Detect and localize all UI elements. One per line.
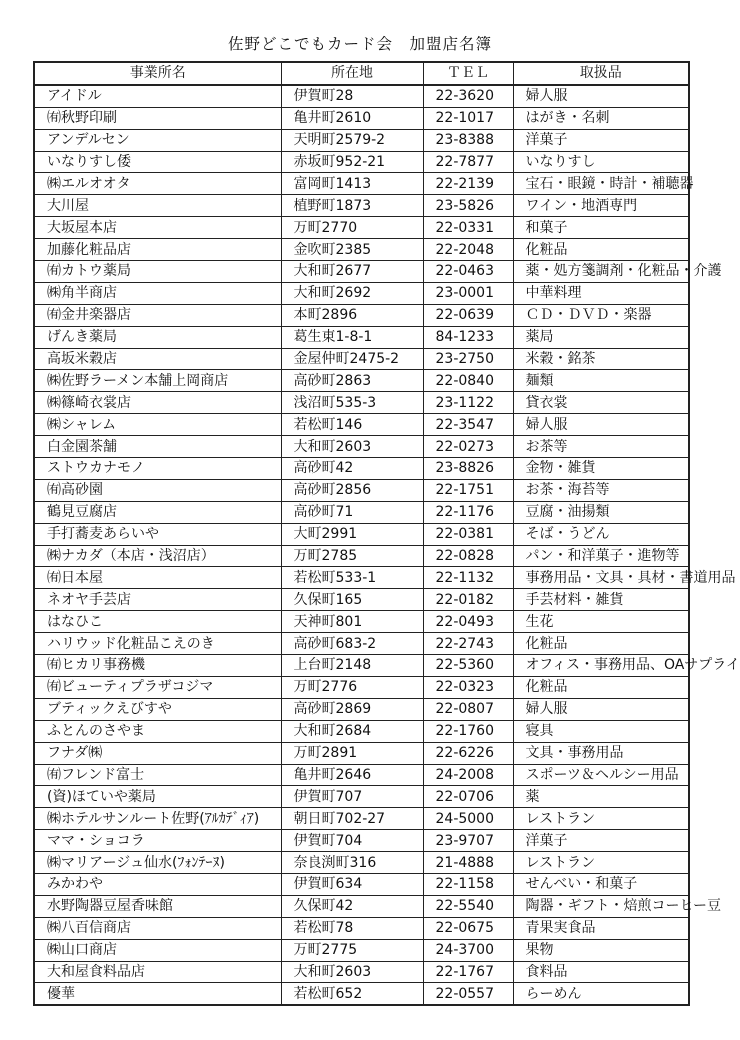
cell-address: 大和町2684 xyxy=(281,720,423,742)
cell-address: 高砂町71 xyxy=(281,501,423,523)
cell-tel: 24-5000 xyxy=(423,808,513,830)
cell-items: 洋菓子 xyxy=(513,129,689,151)
table-row xyxy=(34,633,689,655)
cell-name: ㈱マリアージュ仙水(ﾌｫﾝﾃｰﾇ) xyxy=(34,852,281,874)
cell-tel: 22-0331 xyxy=(423,217,513,239)
cell-name: ㈱シャレム xyxy=(34,414,281,436)
cell-address: 亀井町2646 xyxy=(281,764,423,786)
cell-tel: 84-1233 xyxy=(423,326,513,348)
cell-items: ＣＤ・ＤＶＤ・楽器 xyxy=(513,304,689,326)
cell-items: オフィス・事務用品、OAサプライ xyxy=(513,655,689,677)
cell-address: 高砂町42 xyxy=(281,458,423,480)
cell-name: ㈱エルオオタ xyxy=(34,173,281,195)
table-row xyxy=(34,239,689,261)
column-header-name: 事業所名 xyxy=(34,62,281,85)
table-row xyxy=(34,304,689,326)
cell-items: 婦人服 xyxy=(513,85,689,107)
table-row xyxy=(34,720,689,742)
cell-items: スポーツ＆ヘルシー用品 xyxy=(513,764,689,786)
table-row xyxy=(34,173,689,195)
cell-address: 伊賀町634 xyxy=(281,873,423,895)
cell-name: フナダ㈱ xyxy=(34,742,281,764)
cell-name: 加藤化粧品店 xyxy=(34,239,281,261)
cell-address: 伊賀町707 xyxy=(281,786,423,808)
cell-items: いなりすし xyxy=(513,151,689,173)
cell-name: ㈱ナカダ（本店・浅沼店） xyxy=(34,545,281,567)
table-row xyxy=(34,939,689,961)
cell-name: 高坂米穀店 xyxy=(34,348,281,370)
cell-tel: 22-2139 xyxy=(423,173,513,195)
cell-name: 優華 xyxy=(34,983,281,1005)
cell-tel: 22-1751 xyxy=(423,479,513,501)
cell-name: ㈲金井楽器店 xyxy=(34,304,281,326)
cell-name: ブティックえびすや xyxy=(34,698,281,720)
table-row xyxy=(34,764,689,786)
cell-tel: 22-0828 xyxy=(423,545,513,567)
cell-items: 薬 xyxy=(513,786,689,808)
cell-tel: 23-8388 xyxy=(423,129,513,151)
cell-address: 赤坂町952-21 xyxy=(281,151,423,173)
table-row xyxy=(34,786,689,808)
cell-address: 金吹町2385 xyxy=(281,239,423,261)
cell-name: ストウカナモノ xyxy=(34,458,281,480)
table-row xyxy=(34,414,689,436)
cell-address: 奈良渕町316 xyxy=(281,852,423,874)
cell-name: ㈲ビューティプラザコジマ xyxy=(34,676,281,698)
cell-name: ハリウッド化粧品こえのき xyxy=(34,633,281,655)
cell-items: お茶等 xyxy=(513,436,689,458)
cell-tel: 22-0323 xyxy=(423,676,513,698)
cell-tel: 23-5826 xyxy=(423,195,513,217)
cell-tel: 24-3700 xyxy=(423,939,513,961)
cell-address: 天明町2579-2 xyxy=(281,129,423,151)
cell-name: ㈱角半商店 xyxy=(34,282,281,304)
cell-items: 事務用品・文具・具材・書道用品 xyxy=(513,567,689,589)
table-row xyxy=(34,545,689,567)
cell-items: 薬局 xyxy=(513,326,689,348)
cell-address: 高砂町2869 xyxy=(281,698,423,720)
cell-address: 高砂町2856 xyxy=(281,479,423,501)
cell-address: 万町2785 xyxy=(281,545,423,567)
cell-address: 高砂町683-2 xyxy=(281,633,423,655)
cell-tel: 22-0381 xyxy=(423,523,513,545)
cell-items: 宝石・眼鏡・時計・補聴器 xyxy=(513,173,689,195)
cell-address: 若松町78 xyxy=(281,917,423,939)
cell-address: 若松町533-1 xyxy=(281,567,423,589)
table-row xyxy=(34,567,689,589)
table-row xyxy=(34,195,689,217)
cell-tel: 22-1132 xyxy=(423,567,513,589)
cell-items: 青果実食品 xyxy=(513,917,689,939)
cell-name: アイドル xyxy=(34,85,281,107)
cell-tel: 22-6226 xyxy=(423,742,513,764)
cell-name: ㈲日本屋 xyxy=(34,567,281,589)
cell-items: 中華料理 xyxy=(513,282,689,304)
cell-name: ㈲フレンド富士 xyxy=(34,764,281,786)
column-header-tel: ＴＥＬ xyxy=(423,62,513,85)
cell-tel: 23-9707 xyxy=(423,830,513,852)
member-store-table xyxy=(33,61,740,1006)
cell-address: 久保町42 xyxy=(281,895,423,917)
cell-items: 陶器・ギフト・焙煎コーヒー豆 xyxy=(513,895,689,917)
cell-name: ママ・ショコラ xyxy=(34,830,281,852)
table-row xyxy=(34,217,689,239)
cell-tel: 22-0706 xyxy=(423,786,513,808)
table-row xyxy=(34,479,689,501)
cell-items: 化粧品 xyxy=(513,633,689,655)
cell-address: 万町2775 xyxy=(281,939,423,961)
cell-address: 久保町165 xyxy=(281,589,423,611)
cell-name: 水野陶器豆屋香味館 xyxy=(34,895,281,917)
document-title: 佐野どこでもカード会 加盟店名簿 xyxy=(227,35,492,53)
cell-items: そば・うどん xyxy=(513,523,689,545)
table-row xyxy=(34,261,689,283)
cell-address: 金屋仲町2475-2 xyxy=(281,348,423,370)
cell-tel: 24-2008 xyxy=(423,764,513,786)
cell-items: 婦人服 xyxy=(513,698,689,720)
table-row xyxy=(34,501,689,523)
cell-items: 和菓子 xyxy=(513,217,689,239)
table-row xyxy=(34,348,689,370)
cell-items: 貸衣裳 xyxy=(513,392,689,414)
cell-address: 万町2770 xyxy=(281,217,423,239)
table-row xyxy=(34,589,689,611)
table-row xyxy=(34,458,689,480)
cell-tel: 22-3547 xyxy=(423,414,513,436)
cell-tel: 22-0675 xyxy=(423,917,513,939)
cell-address: 高砂町2863 xyxy=(281,370,423,392)
cell-tel: 22-1767 xyxy=(423,961,513,983)
cell-tel: 22-0493 xyxy=(423,611,513,633)
cell-address: 若松町146 xyxy=(281,414,423,436)
table-row xyxy=(34,698,689,720)
table-row xyxy=(34,742,689,764)
cell-items: らーめん xyxy=(513,983,689,1005)
cell-name: 大和屋食料品店 xyxy=(34,961,281,983)
table-row xyxy=(34,282,689,304)
cell-address: 伊賀町704 xyxy=(281,830,423,852)
cell-items: 婦人服 xyxy=(513,414,689,436)
table-row xyxy=(34,436,689,458)
cell-items: 文具・事務用品 xyxy=(513,742,689,764)
table-row xyxy=(34,917,689,939)
cell-address: 万町2891 xyxy=(281,742,423,764)
cell-tel: 22-1176 xyxy=(423,501,513,523)
cell-address: 朝日町702-27 xyxy=(281,808,423,830)
cell-address: 万町2776 xyxy=(281,676,423,698)
table-row xyxy=(34,129,689,151)
cell-name: ネオヤ手芸店 xyxy=(34,589,281,611)
table-row xyxy=(34,85,689,107)
cell-name: げんき薬局 xyxy=(34,326,281,348)
cell-name: ㈲秋野印刷 xyxy=(34,107,281,129)
cell-name: 鶴見豆腐店 xyxy=(34,501,281,523)
table-row xyxy=(34,895,689,917)
cell-tel: 23-0001 xyxy=(423,282,513,304)
cell-items: お茶・海苔等 xyxy=(513,479,689,501)
cell-name: ㈲ヒカリ事務機 xyxy=(34,655,281,677)
cell-tel: 22-5360 xyxy=(423,655,513,677)
cell-address: 葛生東1-8-1 xyxy=(281,326,423,348)
cell-name: みかわや xyxy=(34,873,281,895)
cell-address: 浅沼町535-3 xyxy=(281,392,423,414)
cell-name: ㈱八百信商店 xyxy=(34,917,281,939)
cell-address: 伊賀町28 xyxy=(281,85,423,107)
cell-tel: 22-0557 xyxy=(423,983,513,1005)
cell-tel: 21-4888 xyxy=(423,852,513,874)
cell-tel: 22-0639 xyxy=(423,304,513,326)
cell-tel: 22-1158 xyxy=(423,873,513,895)
cell-address: 大和町2603 xyxy=(281,436,423,458)
cell-name: アンデルセン xyxy=(34,129,281,151)
cell-tel: 22-3620 xyxy=(423,85,513,107)
cell-tel: 23-1122 xyxy=(423,392,513,414)
table-row xyxy=(34,370,689,392)
table-row xyxy=(34,873,689,895)
cell-tel: 23-8826 xyxy=(423,458,513,480)
table-header-row xyxy=(34,62,689,85)
cell-name: ㈱山口商店 xyxy=(34,939,281,961)
cell-tel: 22-0840 xyxy=(423,370,513,392)
cell-address: 若松町652 xyxy=(281,983,423,1005)
table-row xyxy=(34,852,689,874)
cell-name: ㈱佐野ラーメン本舗上岡商店 xyxy=(34,370,281,392)
cell-items: レストラン xyxy=(513,808,689,830)
cell-tel: 22-1760 xyxy=(423,720,513,742)
cell-address: 天神町801 xyxy=(281,611,423,633)
cell-items: 生花 xyxy=(513,611,689,633)
cell-items: 果物 xyxy=(513,939,689,961)
table-row xyxy=(34,326,689,348)
table-row xyxy=(34,655,689,677)
table-row xyxy=(34,107,689,129)
cell-items: パン・和洋菓子・進物等 xyxy=(513,545,689,567)
cell-tel: 22-0273 xyxy=(423,436,513,458)
table-row xyxy=(34,392,689,414)
cell-address: 上台町2148 xyxy=(281,655,423,677)
cell-address: 本町2896 xyxy=(281,304,423,326)
cell-items: 麺類 xyxy=(513,370,689,392)
table-row xyxy=(34,611,689,633)
cell-items: 洋菓子 xyxy=(513,830,689,852)
cell-tel: 22-5540 xyxy=(423,895,513,917)
column-header-items: 取扱品 xyxy=(513,62,689,85)
cell-items: 化粧品 xyxy=(513,239,689,261)
cell-address: 大町2991 xyxy=(281,523,423,545)
cell-name: ㈱ホテルサンルート佐野(ｱﾙｶﾃﾞｨｱ) xyxy=(34,808,281,830)
table-row xyxy=(34,983,689,1005)
cell-name: ふとんのさやま xyxy=(34,720,281,742)
column-header-address: 所在地 xyxy=(281,62,423,85)
cell-address: 大和町2603 xyxy=(281,961,423,983)
cell-items: 食料品 xyxy=(513,961,689,983)
cell-name: 大坂屋本店 xyxy=(34,217,281,239)
cell-items: 豆腐・油揚類 xyxy=(513,501,689,523)
cell-items: 薬・処方箋調剤・化粧品・介護 xyxy=(513,261,689,283)
table-row xyxy=(34,523,689,545)
cell-tel: 22-2048 xyxy=(423,239,513,261)
table-row xyxy=(34,830,689,852)
table-row xyxy=(34,151,689,173)
cell-items: レストラン xyxy=(513,852,689,874)
cell-address: 植野町1873 xyxy=(281,195,423,217)
cell-tel: 22-0463 xyxy=(423,261,513,283)
cell-items: 金物・雑貨 xyxy=(513,458,689,480)
cell-items: 化粧品 xyxy=(513,676,689,698)
cell-name: 白金園茶舗 xyxy=(34,436,281,458)
cell-address: 大和町2677 xyxy=(281,261,423,283)
cell-name: ㈲カトウ薬局 xyxy=(34,261,281,283)
cell-address: 大和町2692 xyxy=(281,282,423,304)
cell-address: 富岡町1413 xyxy=(281,173,423,195)
cell-items: せんべい・和菓子 xyxy=(513,873,689,895)
cell-name: ㈱篠崎衣裳店 xyxy=(34,392,281,414)
cell-tel: 22-2743 xyxy=(423,633,513,655)
cell-items: 手芸材料・雑貨 xyxy=(513,589,689,611)
cell-items: 米穀・銘茶 xyxy=(513,348,689,370)
cell-name: ㈲高砂園 xyxy=(34,479,281,501)
cell-tel: 22-0807 xyxy=(423,698,513,720)
cell-address: 亀井町2610 xyxy=(281,107,423,129)
cell-items: ワイン・地酒専門 xyxy=(513,195,689,217)
cell-name: 大川屋 xyxy=(34,195,281,217)
cell-name: (資)ほていや薬局 xyxy=(34,786,281,808)
cell-name: はなひこ xyxy=(34,611,281,633)
table-row xyxy=(34,676,689,698)
cell-tel: 22-7877 xyxy=(423,151,513,173)
cell-name: いなりすし倭 xyxy=(34,151,281,173)
table-row xyxy=(34,961,689,983)
cell-tel: 23-2750 xyxy=(423,348,513,370)
table-body xyxy=(34,85,740,1005)
cell-items: 寝具 xyxy=(513,720,689,742)
cell-items: はがき・名刺 xyxy=(513,107,689,129)
cell-tel: 22-0182 xyxy=(423,589,513,611)
cell-name: 手打蕎麦あらいや xyxy=(34,523,281,545)
cell-tel: 22-1017 xyxy=(423,107,513,129)
table-row xyxy=(34,808,689,830)
